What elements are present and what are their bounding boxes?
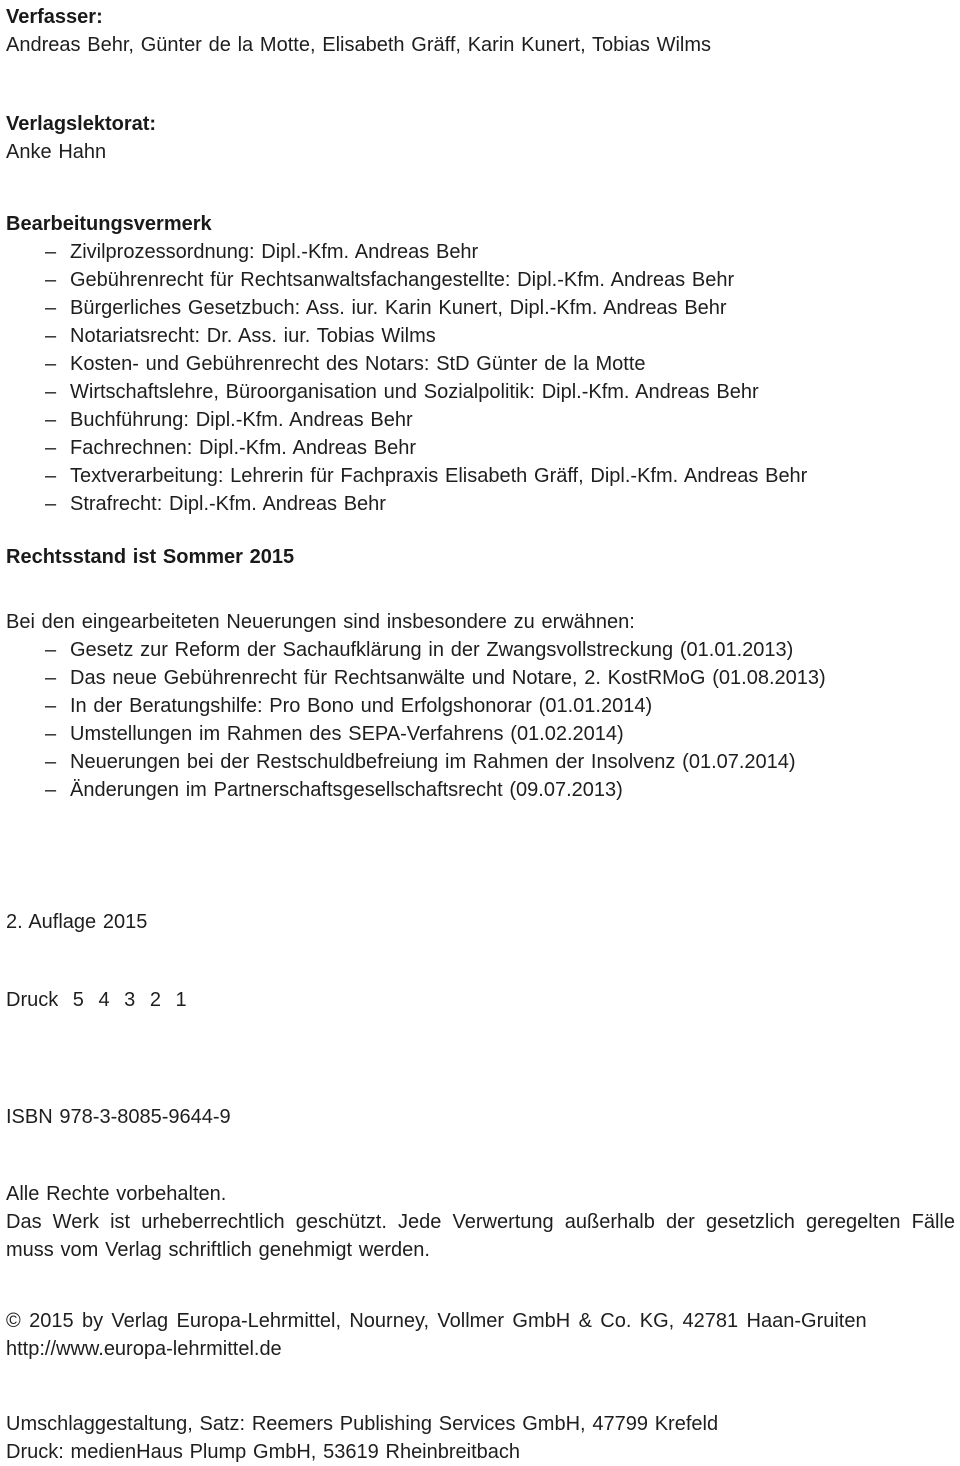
section-druckreihe <box>6 986 955 1014</box>
section-production <box>6 1410 955 1466</box>
list-item: – Neuerungen bei der Restschuldbefreiung im Rahmen der Insolvenz (01.07.2014) <box>6 748 955 776</box>
verlagslektorat-heading: Verlagslektorat: <box>6 113 157 135</box>
list-item: – Umstellungen im Rahmen des SEPA-Verfahrens (01.02.2014) <box>6 720 955 748</box>
auflage-text: 2. Auflage 2015 <box>6 911 148 933</box>
druckreihe-text: Druck 5 4 3 2 1 <box>6 989 187 1011</box>
list-item: – Gebührenrecht für Rechtsanwaltsfachangestellte: Dipl.-Kfm. Andreas Behr <box>6 266 955 294</box>
bearbeitungsvermerk-list <box>6 238 955 518</box>
list-item: – Änderungen im Partnerschaftsgesellschaftsrecht (09.07.2013) <box>6 776 955 804</box>
list-item: – Gesetz zur Reform der Sachaufklärung in der Zwangsvollstreckung (01.01.2013) <box>6 636 955 664</box>
layout-credit-line: Umschlaggestaltung, Satz: Reemers Publishing Services GmbH, 47799 Krefeld <box>6 1413 719 1435</box>
rights-body-text: Das Werk ist urheberrechtlich geschützt. Jede Verwertung außerhalb der gesetzlich geregelten Fälle muss vom Verlag schriftlich genehmigt werden. <box>6 1211 955 1261</box>
list-item: – Bürgerliches Gesetzbuch: Ass. iur. Karin Kunert, Dipl.-Kfm. Andreas Behr <box>6 294 955 322</box>
list-item: – Strafrecht: Dipl.-Kfm. Andreas Behr <box>6 490 955 518</box>
verfasser-names: Andreas Behr, Günter de la Motte, Elisabeth Gräff, Karin Kunert, Tobias Wilms <box>6 34 712 56</box>
section-bearbeitungsvermerk <box>6 210 955 518</box>
list-item: – Textverarbeitung: Lehrerin für Fachpraxis Elisabeth Gräff, Dipl.-Kfm. Andreas Behr <box>6 462 955 490</box>
list-item: – Das neue Gebührenrecht für Rechtsanwälte und Notare, 2. KostRMoG (01.08.2013) <box>6 664 955 692</box>
rechtsstand-list <box>6 636 955 804</box>
section-verfasser <box>6 3 955 59</box>
verfasser-heading: Verfasser: <box>6 6 103 28</box>
section-verlagslektorat <box>6 110 955 166</box>
section-auflage <box>6 908 955 936</box>
copyright-line: © 2015 by Verlag Europa-Lehrmittel, Nourney, Vollmer GmbH & Co. KG, 42781 Haan-Gruiten <box>6 1310 867 1332</box>
list-item: – Fachrechnen: Dipl.-Kfm. Andreas Behr <box>6 434 955 462</box>
imprint-page <box>6 3 955 1466</box>
section-copyright <box>6 1307 955 1363</box>
publisher-url: http://www.europa-lehrmittel.de <box>6 1338 282 1360</box>
bearbeitungsvermerk-heading: Bearbeitungsvermerk <box>6 213 212 235</box>
list-item: – Kosten- und Gebührenrecht des Notars: StD Günter de la Motte <box>6 350 955 378</box>
list-item: – Zivilprozessordnung: Dipl.-Kfm. Andreas Behr <box>6 238 955 266</box>
section-isbn <box>6 1103 955 1131</box>
list-item: – Wirtschaftslehre, Büroorganisation und Sozialpolitik: Dipl.-Kfm. Andreas Behr <box>6 378 955 406</box>
isbn-text: ISBN 978-3-8085-9644-9 <box>6 1106 231 1128</box>
section-rechtsstand <box>6 543 955 804</box>
list-item: – In der Beratungshilfe: Pro Bono und Erfolgshonorar (01.01.2014) <box>6 692 955 720</box>
rechtsstand-heading: Rechtsstand ist Sommer 2015 <box>6 546 295 568</box>
section-rights <box>6 1180 955 1264</box>
rights-reserved-line: Alle Rechte vorbehalten. <box>6 1183 227 1205</box>
verlagslektorat-name: Anke Hahn <box>6 141 107 163</box>
print-credit-line: Druck: medienHaus Plump GmbH, 53619 Rheinbreitbach <box>6 1441 521 1463</box>
rechtsstand-intro: Bei den eingearbeiteten Neuerungen sind insbesondere zu erwähnen: <box>6 611 635 633</box>
list-item: – Buchführung: Dipl.-Kfm. Andreas Behr <box>6 406 955 434</box>
list-item: – Notariatsrecht: Dr. Ass. iur. Tobias Wilms <box>6 322 955 350</box>
